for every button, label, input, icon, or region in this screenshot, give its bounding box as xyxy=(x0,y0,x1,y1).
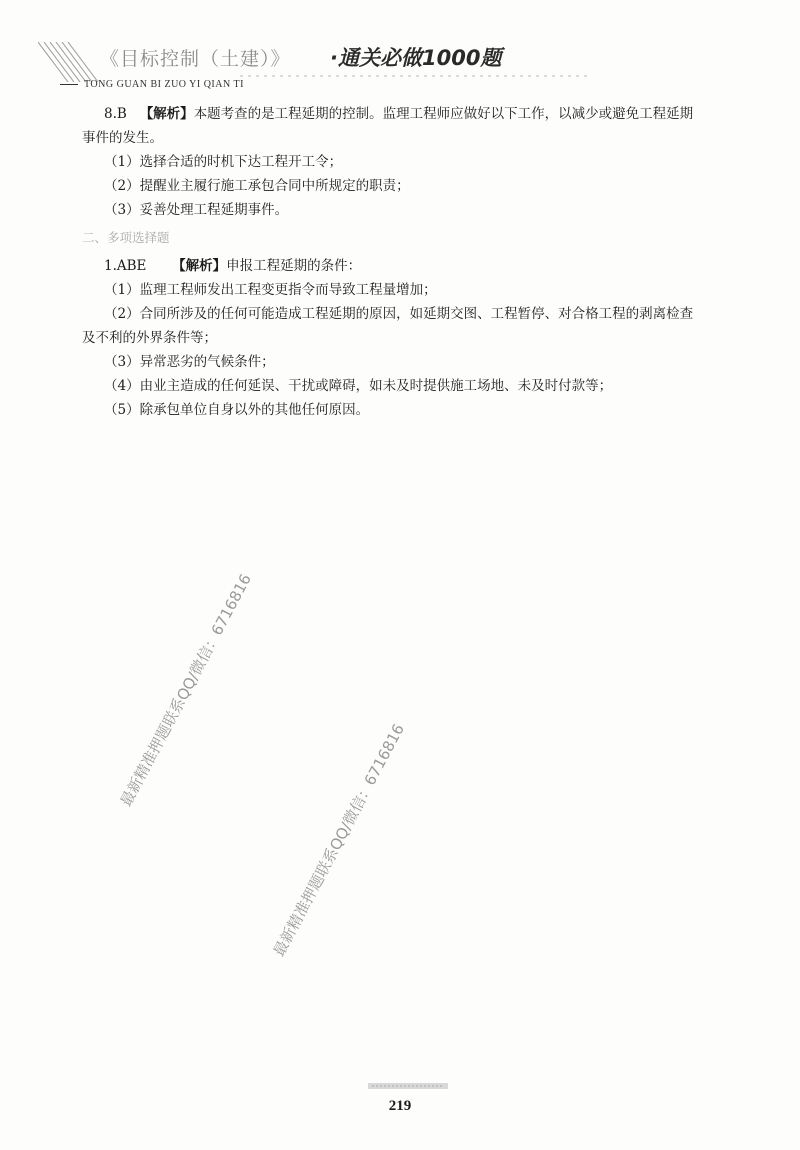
header-dash xyxy=(60,84,78,85)
q1-item: （4）由业主造成的任何延误、干扰或障碍，如未及时提供施工场地、未及时付款等； xyxy=(104,378,613,394)
q8-item: （2）提醒业主履行施工承包合同中所规定的职责； xyxy=(104,178,410,194)
page-number: 219 xyxy=(388,1098,412,1114)
q8-tag: 【解析】 xyxy=(139,106,194,122)
series-title: 《目标控制（土建）》 xyxy=(100,48,291,70)
q1-item: （5）除承包单位自身以外的其他任何原因。 xyxy=(104,402,370,418)
header-pinyin: TONG GUAN BI ZUO YI QIAN TI xyxy=(84,79,244,90)
q1-item-continued: 及不利的外界条件等； xyxy=(82,330,217,346)
q1-item: （3）异常恶劣的气候条件； xyxy=(104,354,275,370)
q8-explanation xyxy=(82,102,752,126)
q8-text-line1: 本题考查的是工程延期的控制。监理工程师应做好以下工作，以减少或避免工程延期 xyxy=(193,106,694,122)
header-hatch-decoration xyxy=(38,42,108,82)
q1-item: （1）监理工程师发出工程变更指令而导致工程量增加； xyxy=(104,282,437,298)
watermark-text: 最新精准押题联系QQ/微信：6716816 xyxy=(116,570,255,810)
q1-tag: 【解析】 xyxy=(172,258,227,274)
q1-explanation xyxy=(82,254,752,278)
footer-ornament xyxy=(368,1082,448,1090)
q8-text-line2: 事件的发生。 xyxy=(82,130,163,146)
q1-item: （2）合同所涉及的任何可能造成工程延期的原因，如延期交图、工程暂停、对合格工程的剥离检查 xyxy=(104,306,694,322)
page-content xyxy=(82,102,752,422)
page-header xyxy=(0,0,800,92)
header-dotted-rule xyxy=(240,70,590,82)
section-title-multiple-choice: 二、多项选择题 xyxy=(82,230,170,245)
watermark-text: 最新精准押题联系QQ/微信：6716816 xyxy=(269,720,408,960)
q8-item: （1）选择合适的时机下达工程开工令； xyxy=(104,154,343,170)
q8-answer: 8.B xyxy=(104,106,127,122)
book-title: ·通关必做1000题 xyxy=(330,46,502,70)
q8-item: （3）妥善处理工程延期事件。 xyxy=(104,202,289,218)
header-pinyin-line xyxy=(60,79,244,90)
q1-answer: 1.ABE xyxy=(104,258,147,274)
q1-text: 申报工程延期的条件： xyxy=(226,258,362,274)
